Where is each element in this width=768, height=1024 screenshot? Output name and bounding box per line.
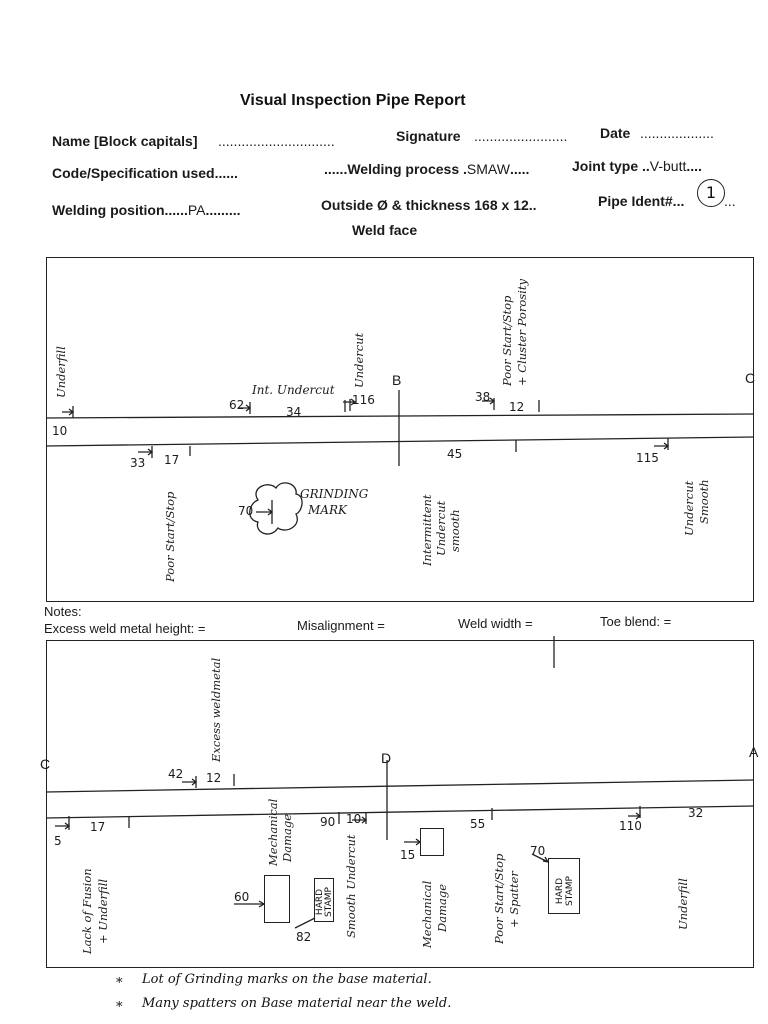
date-field[interactable]: ................... bbox=[640, 125, 714, 141]
marker-b: B bbox=[392, 372, 402, 388]
intermittent-label-2: Undercut bbox=[434, 500, 448, 556]
length-32: 32 bbox=[688, 806, 704, 820]
marker-a: A bbox=[749, 744, 759, 760]
hard-stamp-box-1 bbox=[314, 878, 334, 922]
poor-spatter-label-1: Poor Start/Stop bbox=[492, 853, 506, 944]
undercut-smooth-label-1: Undercut bbox=[682, 480, 696, 536]
outside-thickness-prefix: Outside Ø & thickness bbox=[321, 197, 475, 213]
weld-width-label: Weld width = bbox=[458, 616, 533, 631]
footnote-bullet-2: * bbox=[116, 1000, 123, 1015]
dist-10: 10 bbox=[52, 424, 68, 438]
excess-height-label: Excess weld metal height: = bbox=[44, 621, 206, 636]
dist-60: 60 bbox=[234, 890, 250, 904]
intermittent-label-3: smooth bbox=[448, 509, 462, 552]
dist-70-p2: 70 bbox=[530, 844, 546, 858]
length-45: 45 bbox=[447, 447, 463, 461]
outside-thickness-tail: .. bbox=[528, 197, 537, 213]
length-12-p2: 12 bbox=[206, 771, 222, 785]
footnote-bullet-1: * bbox=[116, 976, 123, 991]
pipe-ident-value: 1 bbox=[697, 179, 725, 207]
hard-stamp-box-2 bbox=[548, 858, 580, 914]
joint-type-prefix: Joint type .. bbox=[572, 158, 650, 174]
poor-start-label-bottom: Poor Start/Stop bbox=[163, 491, 177, 582]
weld-panel-2 bbox=[46, 640, 754, 968]
hard-stamp-label-2: HARD STAMP bbox=[555, 876, 575, 906]
dist-82: 82 bbox=[296, 930, 312, 944]
date-label: Date bbox=[600, 125, 631, 141]
excess-weldmetal-label: Excess weldmetal bbox=[209, 657, 223, 762]
misalignment-label: Misalignment = bbox=[297, 618, 385, 633]
length-55: 55 bbox=[470, 817, 486, 831]
outside-thickness-value: 168 x 12 bbox=[474, 197, 529, 213]
intermittent-label-1: Intermittent bbox=[420, 494, 434, 566]
underfill-label-p2: Underfill bbox=[676, 878, 690, 930]
welding-position-prefix: Welding position...... bbox=[52, 202, 188, 218]
footnote-line-1: Lot of Grinding marks on the base material. bbox=[142, 972, 432, 987]
dist-62: 62 bbox=[229, 398, 245, 412]
poor-spatter-label-2: + Spatter bbox=[507, 871, 521, 928]
lack-fusion-label-1: Lack of Fusion bbox=[80, 868, 94, 954]
mech-damage-label-1: Mechanical bbox=[266, 798, 280, 866]
report-title: Visual Inspection Pipe Report bbox=[240, 92, 466, 109]
poor-start-cluster-label-1: Poor Start/Stop bbox=[500, 295, 514, 386]
pipe-ident-label: Pipe Ident#... bbox=[598, 193, 685, 209]
undercut-label-top: Undercut bbox=[352, 332, 366, 388]
toe-blend-label: Toe blend: = bbox=[600, 614, 672, 629]
mech-damage2-label-1: Mechanical bbox=[420, 880, 434, 948]
marker-d: D bbox=[381, 750, 392, 766]
length-17: 17 bbox=[164, 453, 180, 467]
mechanical-damage-box-1 bbox=[264, 875, 290, 923]
grinding-label-1: GRINDING bbox=[300, 487, 369, 501]
undercut-smooth-label-2: Smooth bbox=[697, 479, 711, 524]
dist-33: 33 bbox=[130, 456, 146, 470]
poor-start-cluster-label-2: + Cluster Porosity bbox=[515, 279, 529, 386]
smooth-undercut-label: Smooth Undercut bbox=[344, 834, 358, 938]
dist-115: 115 bbox=[636, 451, 659, 465]
welding-process-prefix: ......Welding process . bbox=[324, 161, 467, 177]
marker-c-bottom: C bbox=[40, 756, 51, 772]
signature-field[interactable]: ........................ bbox=[474, 128, 568, 144]
welding-position-tail: ......... bbox=[205, 202, 241, 218]
dist-116: 116 bbox=[352, 393, 375, 407]
grinding-label-2: MARK bbox=[308, 503, 347, 517]
joint-type-tail: .... bbox=[686, 158, 702, 174]
welding-position-value: PA bbox=[187, 202, 206, 218]
dist-70: 70 bbox=[238, 504, 254, 518]
length-12: 12 bbox=[509, 400, 525, 414]
dist-42: 42 bbox=[168, 767, 184, 781]
name-label: Name [Block capitals] bbox=[52, 133, 198, 149]
weld-face-label: Weld face bbox=[352, 222, 418, 238]
mech-damage-label-2: Damage bbox=[280, 813, 294, 862]
dist-38: 38 bbox=[475, 390, 491, 404]
welding-process-value: SMAW bbox=[466, 161, 510, 177]
length-34: 34 bbox=[286, 405, 302, 419]
mechanical-damage-box-2 bbox=[420, 828, 444, 856]
dist-15: 15 bbox=[400, 848, 416, 862]
length-10: 10 bbox=[346, 812, 362, 826]
code-spec-label: Code/Specification used...... bbox=[52, 165, 238, 181]
notes-label: Notes: bbox=[44, 604, 82, 619]
int-undercut-label: Int. Undercut bbox=[252, 383, 335, 397]
pipe-ident-tail: ... bbox=[724, 193, 736, 209]
dist-110: 110 bbox=[619, 819, 642, 833]
dist-90: 90 bbox=[320, 815, 336, 829]
name-field[interactable]: .............................. bbox=[218, 133, 335, 149]
footnote-line-2: Many spatters on Base material near the weld. bbox=[142, 996, 452, 1011]
marker-c-top: C bbox=[745, 370, 756, 386]
hard-stamp-label-1: HARD STAMP bbox=[315, 887, 334, 917]
dist-5: 5 bbox=[54, 834, 62, 848]
underfill-label: Underfill bbox=[54, 346, 68, 398]
welding-process-tail: ..... bbox=[509, 161, 530, 177]
mech-damage2-label-2: Damage bbox=[435, 883, 449, 932]
length-17-p2: 17 bbox=[90, 820, 106, 834]
lack-fusion-label-2: + Underfill bbox=[96, 878, 110, 944]
joint-type-value: V-butt bbox=[649, 158, 687, 174]
signature-label: Signature bbox=[396, 128, 461, 144]
